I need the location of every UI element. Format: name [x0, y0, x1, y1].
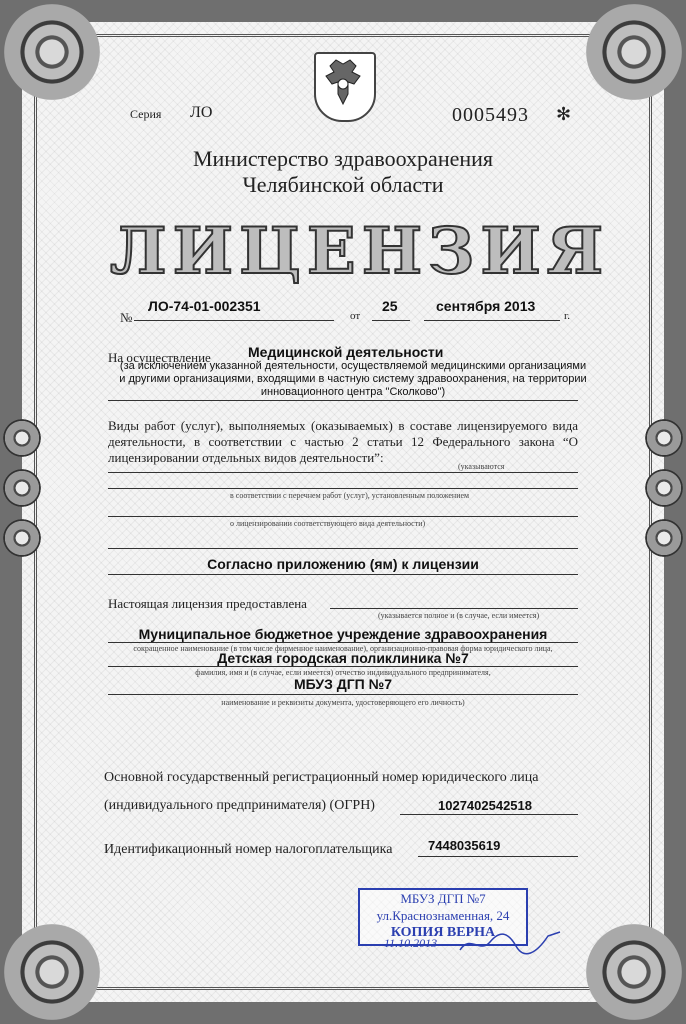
number-label: №	[120, 310, 133, 325]
document-title: ЛИЦЕНЗИЯ	[110, 214, 610, 289]
series-value: ЛО	[190, 104, 213, 121]
license-form-number: 0005493	[452, 104, 529, 126]
works-line-4	[108, 548, 578, 549]
corner-ornament	[4, 924, 100, 1020]
corner-ornament	[586, 924, 682, 1020]
licensee-short-name-line: Детская городская поликлиника №7	[217, 650, 469, 666]
works-note-1: (указываются	[458, 462, 505, 471]
licensee-underline	[330, 608, 578, 609]
double-headed-eagle-icon	[316, 54, 370, 116]
stamp-line-1: МБУЗ ДГП №7	[400, 891, 486, 906]
year-suffix: г.	[564, 310, 571, 322]
activity-value: Медицинской деятельности	[248, 344, 444, 360]
activity-label: На осуществление	[108, 350, 211, 365]
works-value: Согласно приложению (ям) к лицензии	[207, 556, 479, 572]
works-line-1	[108, 472, 578, 473]
licensee-note-1: (указывается полное и (в случае, если имеется)	[378, 611, 540, 620]
works-line-3	[108, 516, 578, 517]
stamp-line-2: ул.Краснознаменная, 24	[376, 908, 510, 923]
ogrn-underline	[400, 814, 578, 815]
licensee-note-2: сокращенное наименование (в том числе фирменное наименование), организационно-правовая форма юридического лица,	[133, 644, 553, 653]
licensee-line-3	[108, 694, 578, 695]
works-line-2	[108, 488, 578, 489]
corner-ornament	[4, 4, 100, 100]
licensee-note-4: наименование и реквизиты документа, удостоверяющего его личность)	[221, 698, 465, 707]
works-note-3: о лицензировании соответствующего вида деятельности)	[230, 519, 426, 528]
corner-ornament	[586, 4, 682, 100]
licensee-note-3: фамилия, имя и (в случае, если имеется) отчество индивидуального предпринимателя,	[195, 668, 491, 677]
license-day: 25	[382, 298, 398, 314]
signature-icon	[456, 924, 566, 960]
license-number: ЛО-74-01-002351	[148, 298, 261, 314]
side-rosette	[644, 518, 684, 558]
month-underline	[424, 320, 560, 321]
number-underline	[134, 320, 334, 321]
inn-label: Идентификационный номер налогоплательщика	[104, 842, 393, 857]
side-rosette	[2, 518, 42, 558]
side-rosette	[644, 468, 684, 508]
licensee-full-name: Муниципальное бюджетное учреждение здравоохранения	[138, 626, 548, 642]
works-note-2: в соответствии с перечнем работ (услуг), установленным положением	[230, 491, 470, 500]
ministry-line-1: Министерство здравоохранения	[192, 146, 494, 171]
ogrn-value: 1027402542518	[438, 798, 532, 813]
licensee-label: Настоящая лицензия предоставлена	[108, 596, 307, 611]
licensee-line-2	[108, 666, 578, 667]
activity-exclusion: (за исключением указанной деятельности, осуществляемой медицинскими организациями и другими организациями, входящими в частную систему здравоохранения, на территории инновационного центра "Сколково")	[119, 360, 587, 398]
series-label: Серия	[130, 107, 162, 121]
stamp-line-3: КОПИЯ ВЕРНА	[390, 925, 496, 940]
stamp-date: 11.10.2013	[384, 936, 438, 950]
coat-of-arms-emblem	[314, 52, 376, 122]
works-line-5	[108, 574, 578, 575]
licensee-line-1	[108, 642, 578, 643]
works-text: Виды работ (услуг), выполняемых (оказываемых) в составе лицензируемого вида деятельности, в соответствии с частью 2 статьи 12 Федерального закона “О лицензировании отдельных видов деятельности”:	[108, 418, 578, 465]
side-rosette	[2, 418, 42, 458]
side-rosette	[644, 418, 684, 458]
inn-value: 7448035619	[428, 838, 501, 853]
ogrn-label-line-1: Основной государственный регистрационный номер юридического лица	[104, 770, 539, 785]
activity-underline	[108, 400, 578, 401]
ogrn-label-line-2: (индивидуального предпринимателя) (ОГРН)	[104, 798, 375, 813]
inn-underline	[418, 856, 578, 857]
from-label: от	[350, 310, 361, 322]
day-underline	[372, 320, 410, 321]
ministry-line-2: Челябинской области	[242, 172, 444, 197]
asterisk-mark-icon: ✻	[556, 104, 572, 124]
license-month-year: сентября 2013	[436, 298, 536, 314]
licensee-abbreviation: МБУЗ ДГП №7	[294, 676, 392, 692]
side-rosette	[2, 468, 42, 508]
